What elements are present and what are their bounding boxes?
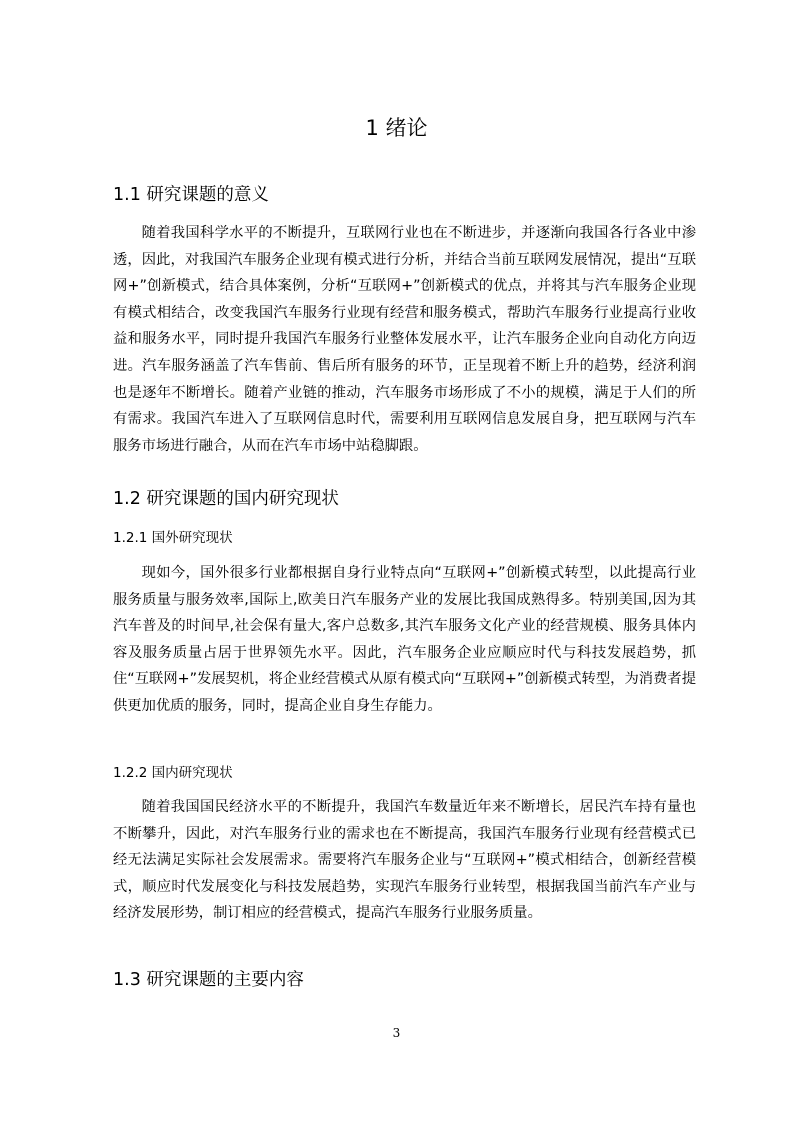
section-heading-1-1: 1.1 研究课题的意义 <box>113 185 269 205</box>
subsection-1-2-2-paragraph: 随着我国国民经济水平的不断提升，我国汽车数量近年来不断增长，居民汽车持有量也不断攀升，因此，对汽车服务行业的需求也在不断提高，我国汽车服务行业现有经营模式已经无法满足实际社会发展需求。需要将汽车服务企业与“互联网+”模式相结合，创新经营模式，顺应时代发展变化与科技发展趋势，实现汽车服务行业转型，根据我国当前汽车产业与经济发展形势，制订相应的经营模式，提高汽车服务行业服务质量。 <box>113 799 696 922</box>
section-1-1-paragraph: 随着我国科学水平的不断提升，互联网行业也在不断进步，并逐渐向我国各行各业中渗透，因此，对我国汽车服务企业现有模式进行分析，并结合当前互联网发展情况，提出“互联网+”创新模式，结合具体案例，分析“互联网+”创新模式的优点，并将其与汽车服务企业现有模式相结合，改变我国汽车服务行业现有经营和服务模式，帮助汽车服务行业提高行业收益和服务水平，同时提升我国汽车服务行业整体发展水平，让汽车服务企业向自动化方向迈进。汽车服务涵盖了汽车售前、售后所有服务的环节，正呈现着不断上升的趋势，经济利润也是逐年不断增长。随着产业链的推动，汽车服务市场形成了不小的规模，满足于人们的所有需求。我国汽车进入了互联网信息时代，需要利用互联网信息发展自身，把互联网与汽车服务市场进行融合，从而在汽车市场中站稳脚跟。 <box>113 225 696 454</box>
section-heading-1-2: 1.2 研究课题的国内研究现状 <box>113 489 339 509</box>
chapter-title: 1 绪论 <box>365 116 428 140</box>
section-heading-1-3: 1.3 研究课题的主要内容 <box>113 970 304 990</box>
page-number: 3 <box>392 1026 401 1040</box>
subsection-1-2-1-paragraph: 现如今，国外很多行业都根据自身行业特点向“互联网+”创新模式转型，以此提高行业服务质量与服务效率,国际上,欧美日汽车服务产业的发展比我国成熟得多。特别美国,因为其汽车普及的时间早,社会保有量大,客户总数多,其汽车服务文化产业的经营规模、服务具体内容及服务质量占居于世界领先水平。因此，汽车服务企业应顺应时代与科技发展趋势，抓住“互联网+”发展契机，将企业经营模式从原有模式向“互联网+”创新模式转型，为消费者提供更加优质的服务，同时，提高企业自身生存能力。 <box>113 565 696 714</box>
subsection-heading-1-2-2: 1.2.2 国内研究现状 <box>113 765 233 781</box>
subsection-heading-1-2-1: 1.2.1 国外研究现状 <box>113 530 233 546</box>
